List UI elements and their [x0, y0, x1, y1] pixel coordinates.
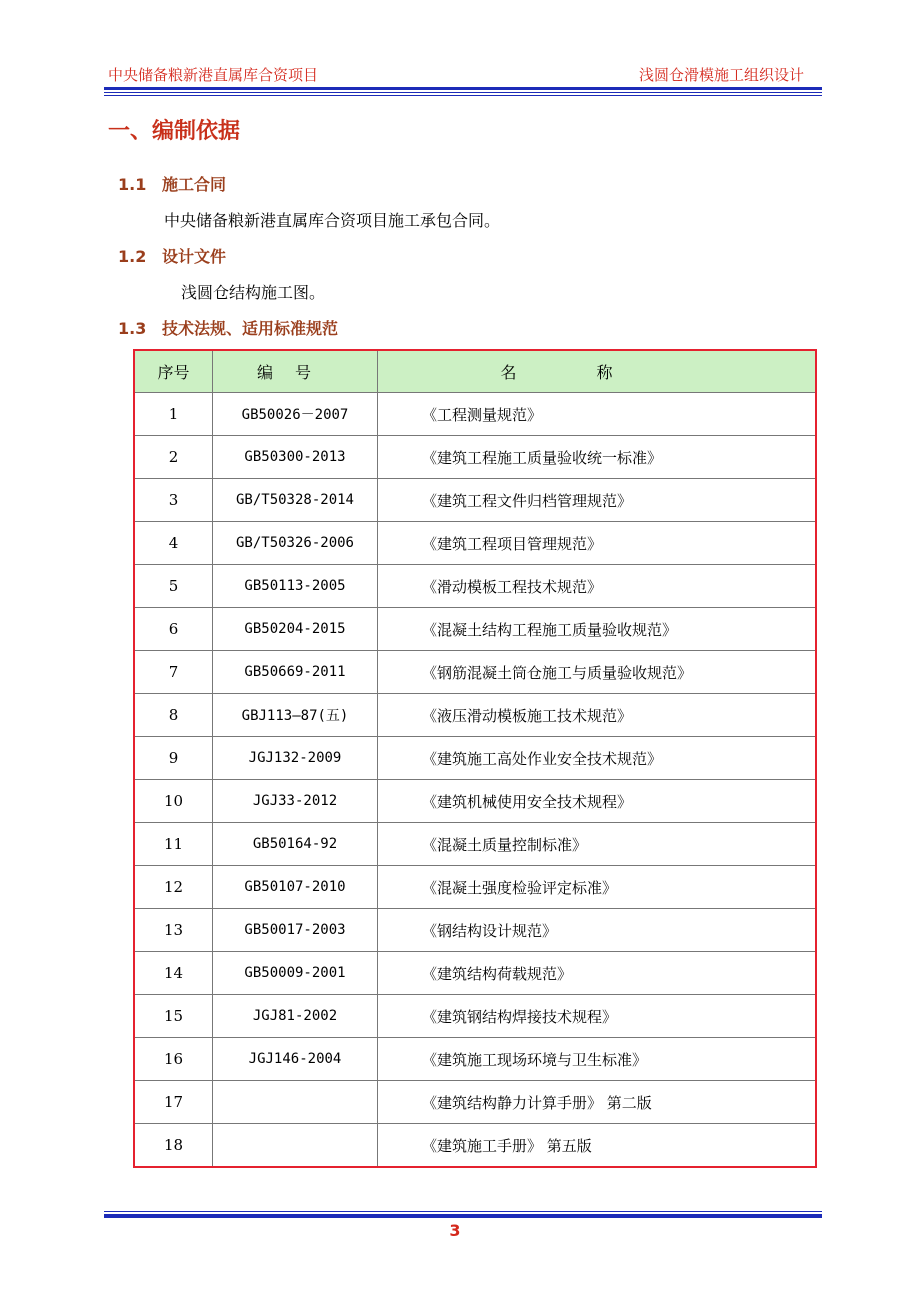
- header-rule: [104, 87, 822, 96]
- table-row: [134, 1038, 816, 1081]
- row-code: GB50300-2013: [213, 436, 378, 479]
- row-name: 《建筑结构荷载规范》: [378, 952, 817, 995]
- row-code: GB50204-2015: [213, 608, 378, 651]
- table-row: [134, 651, 816, 694]
- row-index: 15: [134, 995, 213, 1038]
- row-name: 《液压滑动模板施工技术规范》: [378, 694, 817, 737]
- row-index: 16: [134, 1038, 213, 1081]
- table-row: [134, 909, 816, 952]
- row-index: 7: [134, 651, 213, 694]
- subsection-title: 设计文件: [162, 247, 227, 266]
- row-index: 13: [134, 909, 213, 952]
- row-index: 9: [134, 737, 213, 780]
- table-row: [134, 823, 816, 866]
- table-row: [134, 1081, 816, 1124]
- row-code: GB/T50326-2006: [213, 522, 378, 565]
- row-code: GB50017-2003: [213, 909, 378, 952]
- row-name: 《建筑工程项目管理规范》: [378, 522, 817, 565]
- row-index: 8: [134, 694, 213, 737]
- row-index: 14: [134, 952, 213, 995]
- row-code: GBJ113—87(五): [213, 694, 378, 737]
- table-row: [134, 479, 816, 522]
- table-row: [134, 436, 816, 479]
- row-index: 2: [134, 436, 213, 479]
- table-header-row: [134, 350, 816, 393]
- subsection-body-1: 中央储备粮新港直属库合资项目施工承包合同。: [164, 211, 501, 230]
- table-row: [134, 393, 816, 436]
- footer-rule: [104, 1209, 822, 1218]
- row-code: [213, 1081, 378, 1124]
- row-name: 《建筑施工高处作业安全技术规范》: [378, 737, 817, 780]
- header-project-name: 中央储备粮新港直属库合资项目: [108, 66, 319, 84]
- row-name: 《建筑机械使用安全技术规程》: [378, 780, 817, 823]
- row-index: 18: [134, 1124, 213, 1168]
- row-name: 《钢结构设计规范》: [378, 909, 817, 952]
- subsection-heading-3: [118, 316, 338, 339]
- row-index: 5: [134, 565, 213, 608]
- row-index: 3: [134, 479, 213, 522]
- table-row: [134, 866, 816, 909]
- row-code: GB50009-2001: [213, 952, 378, 995]
- subsection-heading-2: [118, 244, 226, 267]
- row-name: 《钢筋混凝土筒仓施工与质量验收规范》: [378, 651, 817, 694]
- table-row: [134, 522, 816, 565]
- row-code: GB50164-92: [213, 823, 378, 866]
- standards-table: [133, 349, 817, 1168]
- row-index: 17: [134, 1081, 213, 1124]
- header-code: [213, 350, 378, 393]
- row-index: 4: [134, 522, 213, 565]
- row-code: [213, 1124, 378, 1168]
- subsection-number: 1.2: [118, 247, 147, 266]
- row-name: 《建筑工程施工质量验收统一标准》: [378, 436, 817, 479]
- table-row: [134, 608, 816, 651]
- row-name: 《建筑施工现场环境与卫生标准》: [378, 1038, 817, 1081]
- row-name: 《混凝土结构工程施工质量验收规范》: [378, 608, 817, 651]
- subsection-number: 1.3: [118, 319, 147, 338]
- row-name: 《建筑钢结构焊接技术规程》: [378, 995, 817, 1038]
- table-row: [134, 694, 816, 737]
- row-name: 《混凝土强度检验评定标准》: [378, 866, 817, 909]
- row-name: 《建筑施工手册》 第五版: [378, 1124, 817, 1168]
- row-name: 《建筑工程文件归档管理规范》: [378, 479, 817, 522]
- header-name-label: 名称: [500, 363, 693, 382]
- row-name: 《建筑结构静力计算手册》 第二版: [378, 1081, 817, 1124]
- row-name: 《滑动模板工程技术规范》: [378, 565, 817, 608]
- subsection-heading-1: [118, 172, 226, 195]
- table-row: [134, 995, 816, 1038]
- row-index: 10: [134, 780, 213, 823]
- row-name: 《混凝土质量控制标准》: [378, 823, 817, 866]
- table-row: [134, 565, 816, 608]
- table-row: [134, 1124, 816, 1168]
- row-index: 11: [134, 823, 213, 866]
- subsection-title: 施工合同: [162, 175, 227, 194]
- row-index: 12: [134, 866, 213, 909]
- row-name: 《工程测量规范》: [378, 393, 817, 436]
- subsection-body-2: 浅圆仓结构施工图。: [181, 283, 326, 302]
- section-title: 一、编制依据: [108, 119, 241, 144]
- header-code-label: 编号: [256, 363, 333, 382]
- row-index: 6: [134, 608, 213, 651]
- subsection-number: 1.1: [118, 175, 147, 194]
- table-row: [134, 737, 816, 780]
- row-code: GB50026－2007: [213, 393, 378, 436]
- header-document-title: 浅圆仓滑模施工组织设计: [638, 66, 804, 84]
- row-code: JGJ33-2012: [213, 780, 378, 823]
- page-number: 3: [449, 1221, 461, 1240]
- subsection-title: 技术法规、适用标准规范: [162, 319, 339, 338]
- row-code: JGJ132-2009: [213, 737, 378, 780]
- row-index: 1: [134, 393, 213, 436]
- table-row: [134, 780, 816, 823]
- table-row: [134, 952, 816, 995]
- row-code: GB50669-2011: [213, 651, 378, 694]
- header-index: 序号: [134, 350, 213, 393]
- row-code: GB50113-2005: [213, 565, 378, 608]
- row-code: JGJ146-2004: [213, 1038, 378, 1081]
- row-code: GB50107-2010: [213, 866, 378, 909]
- header-name: [378, 350, 817, 393]
- row-code: JGJ81-2002: [213, 995, 378, 1038]
- row-code: GB/T50328-2014: [213, 479, 378, 522]
